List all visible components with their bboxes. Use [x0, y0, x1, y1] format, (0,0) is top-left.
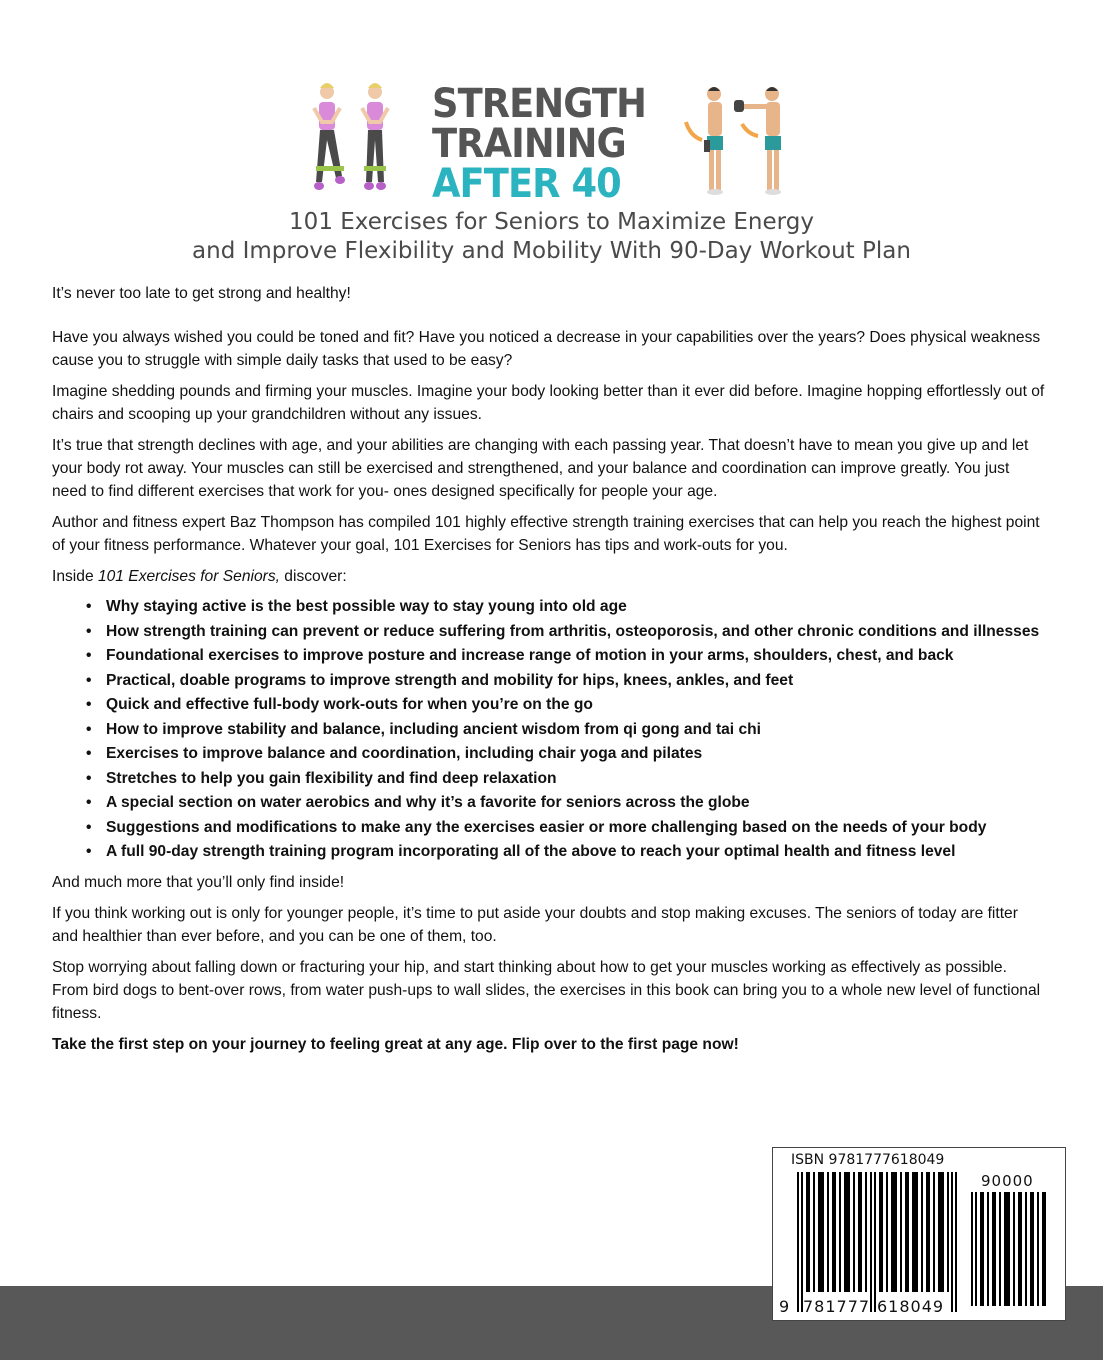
discover-line	[52, 565, 1047, 588]
list-item: • Why staying active is the best possible way to stay young into old age	[106, 596, 1047, 618]
list-item: • Foundational exercises to improve posture and increase range of motion in your arms, shoulders, chest, and back	[106, 645, 1047, 667]
barcode-digit-first: 9	[779, 1297, 791, 1316]
paragraph-4: Author and fitness expert Baz Thompson has compiled 101 highly effective strength training exercises that can help you reach the highest point of your fitness performance. Whatever your goal, 101 Exercises for Seniors has tips and work-outs for you.	[52, 514, 1040, 554]
discover-book-title: 101 Exercises for Seniors,	[97, 568, 280, 585]
price-code: 90000	[981, 1172, 1034, 1190]
list-item: • Suggestions and modifications to make any the exercises easier or more challenging based on the needs of your body	[106, 817, 1047, 839]
list-item: • A special section on water aerobics and why it’s a favorite for seniors across the globe	[106, 792, 1047, 814]
feature-list	[52, 596, 1047, 863]
intro-line: It’s never too late to get strong and healthy!	[52, 285, 351, 302]
isbn-label: ISBN 9781777618049	[791, 1152, 945, 1168]
subtitle-line-1: 101 Exercises for Seniors to Maximize Energy	[289, 209, 814, 235]
title-line-3: AFTER 40	[432, 161, 621, 207]
price-addon-bars-icon	[971, 1192, 1049, 1306]
discover-suffix: discover:	[279, 568, 347, 585]
woman-resistance-band-illustration-icon	[302, 78, 408, 198]
title-line-1: STRENGTH	[432, 81, 646, 127]
subtitle-line-2: and Improve Flexibility and Mobility With 90-Day Workout Plan	[192, 238, 911, 264]
title-line-2: TRAINING	[432, 121, 626, 167]
list-item: • How strength training can prevent or reduce suffering from arthritis, osteoporosis, and other chronic conditions and illnesses	[106, 621, 1047, 643]
list-item: • Stretches to help you gain flexibility and find deep relaxation	[106, 768, 1047, 790]
book-description	[52, 282, 1047, 1064]
discover-prefix: Inside	[52, 568, 98, 585]
man-dumbbell-raise-illustration-icon	[680, 84, 792, 198]
closing-paragraph-2: Stop worrying about falling down or fracturing your hip, and start thinking about how to get your muscles working as effectively as possible. From bird dogs to bent-over rows, from water push-ups to wall slides, the exercises in this book can bring you to a whole new level of functional fitness.	[52, 959, 1041, 1022]
barcode-digits-right: 618049	[877, 1297, 945, 1316]
isbn-barcode	[772, 1147, 1066, 1321]
closing-paragraph-1: If you think working out is only for younger people, it’s time to put aside your doubts and stop making excuses. The seniors of today are fitter and healthier than ever before, and you can be one of them, too.	[52, 905, 1018, 945]
barcode-digits-left: 781777	[803, 1297, 871, 1316]
book-title	[432, 81, 666, 207]
list-item: • Practical, doable programs to improve strength and mobility for hips, knees, ankles, and feet	[106, 670, 1047, 692]
barcode-bars-icon	[797, 1172, 959, 1312]
cover-header	[0, 78, 1103, 207]
list-item: • How to improve stability and balance, including ancient wisdom from qi gong and tai chi	[106, 719, 1047, 741]
after-list-line: And much more that you’ll only find inside!	[52, 874, 345, 891]
list-item: • Exercises to improve balance and coordination, including chair yoga and pilates	[106, 743, 1047, 765]
paragraph-1: Have you always wished you could be toned and fit? Have you noticed a decrease in your capabilities over the years? Does physical weakness cause you to struggle with simple daily tasks that used to be easy?	[52, 329, 1041, 369]
call-to-action: Take the first step on your journey to feeling great at any age. Flip over to the first page now!	[52, 1036, 739, 1053]
paragraph-3: It’s true that strength declines with age, and your abilities are changing with each passing year. That doesn’t have to mean you give up and let your body rot away. Your muscles can still be exercised and strengthened, and your balance and coordination can improve greatly. You just need to find different exercises that work for you- ones designed specifically for people your age.	[52, 437, 1029, 500]
list-item: • Quick and effective full-body work-outs for when you’re on the go	[106, 694, 1047, 716]
paragraph-2: Imagine shedding pounds and firming your muscles. Imagine your body looking better than it ever did before. Imagine hopping effortlessly out of chairs and scooping up your grandchildren without any issues.	[52, 383, 1045, 423]
book-subtitle	[0, 208, 1103, 266]
list-item: • A full 90-day strength training program incorporating all of the above to reach your optimal health and fitness level	[106, 841, 1047, 863]
